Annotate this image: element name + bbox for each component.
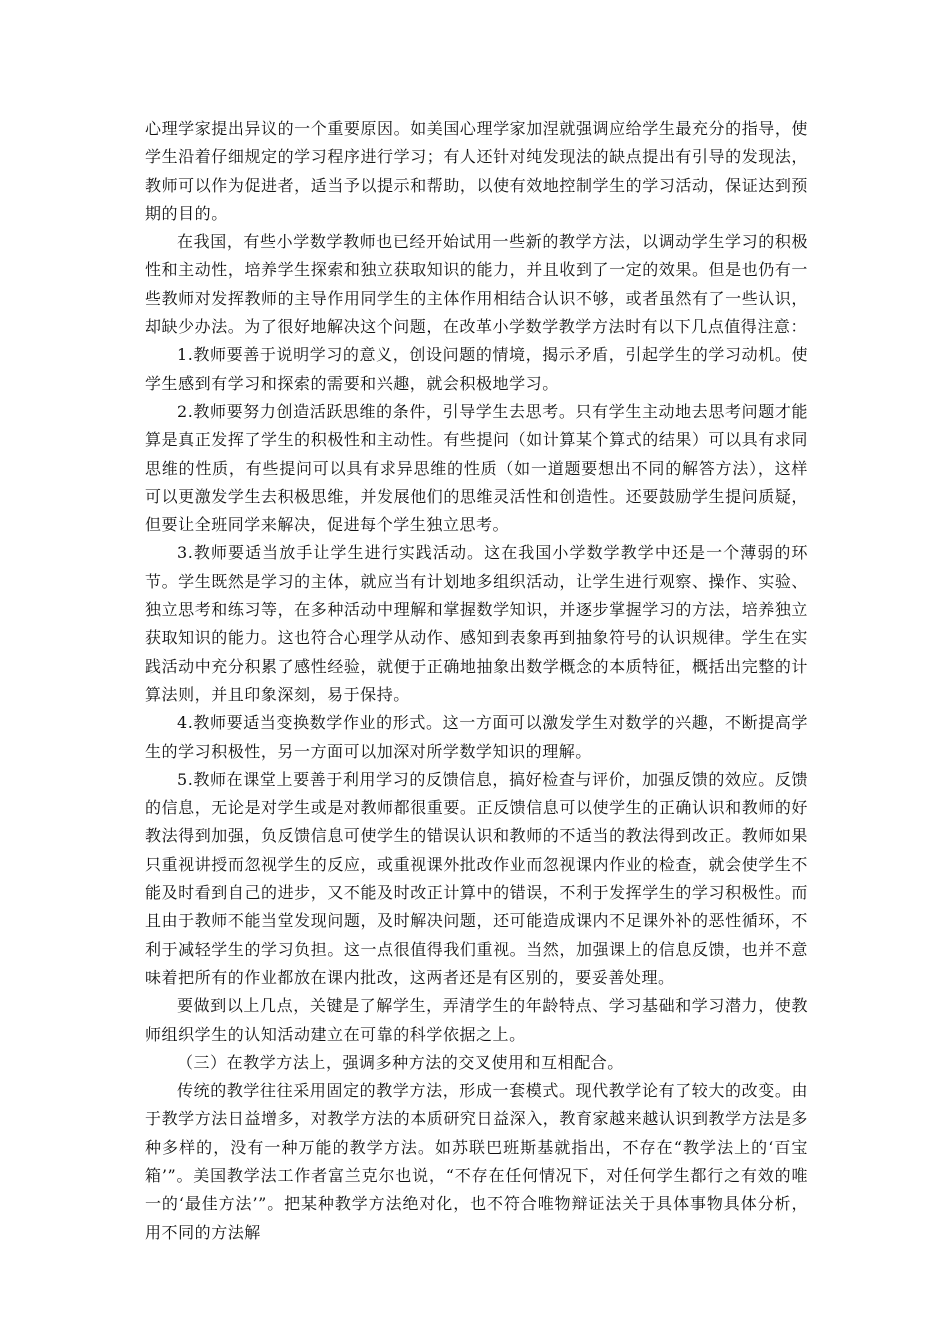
document-body [145,115,808,1247]
paragraph-point-1: 1.教师要善于说明学习的意义，创设问题的情境，揭示矛盾，引起学生的学习动机。使学生感到有学习和探索的需要和兴趣，就会积极地学习。 [145,345,808,393]
paragraph-point-5: 5.教师在课堂上要善于利用学习的反馈信息，搞好检查与评价，加强反馈的效应。反馈的信息，无论是对学生或是对教师都很重要。正反馈信息可以使学生的正确认识和教师的好教法得到加强，负反馈信息可使学生的错误认识和教师的不适当的教法得到改正。教师如果只重视讲授而忽视学生的反应，或重视课外批改作业而忽视课内作业的检查，就会使学生不能及时看到自己的进步，又不能及时改正计算中的错误，不利于发挥学生的学习积极性。而且由于教师不能当堂发现问题，及时解决问题，还可能造成课内不足课外补的恶性循环，不利于减轻学生的学习负担。这一点很值得我们重视。当然，加强课上的信息反馈，也并不意味着把所有的作业都放在课内批改，这两者还是有区别的，要妥善处理。 [145,769,808,987]
paragraph-point-2: 2.教师要努力创造活跃思维的条件，引导学生去思考。只有学生主动地去思考问题才能算是真正发挥了学生的积极性和主动性。有些提问（如计算某个算式的结果）可以具有求同思维的性质，有些提问可以具有求异思维的性质（如一道题要想出不同的解答方法），这样可以更激发学生去积极思维，并发展他们的思维灵活性和创造性。还要鼓励学生提问质疑，但要让全班同学来解决，促进每个学生独立思考。 [145,401,808,535]
paragraph-key-understanding: 要做到以上几点，关键是了解学生，弄清学生的年龄特点、学习基础和学习潜力，使教师组织学生的认知活动建立在可靠的科学依据之上。 [145,996,808,1044]
paragraph-traditional-methods: 传统的教学往往采用固定的教学方法，形成一套模式。现代教学论有了较大的改变。由于教学方法日益增多，对教学方法的本质研究日益深入，教育家越来越认识到教学方法是多种多样的，没有一种万能的教学方法。如苏联巴班斯基就指出，不存在“教学法上的‘百宝箱’”。美国教学法工作者富兰克尔也说，“不存在任何情况下，对任何学生都行之有效的唯一的‘最佳方法’”。把某种教学方法绝对化，也不符合唯物辩证法关于具体事物具体分析，用不同的方法解 [145,1081,808,1242]
section-heading-3: （三）在教学方法上，强调多种方法的交叉使用和互相配合。 [177,1052,624,1072]
paragraph-point-4: 4.教师要适当变换数学作业的形式。这一方面可以激发学生对数学的兴趣，不断提高学生的学习积极性，另一方面可以加深对所学数学知识的理解。 [145,713,808,761]
paragraph-china-teachers: 在我国，有些小学数学教师也已经开始试用一些新的教学方法，以调动学生学习的积极性和主动性，培养学生探索和独立获取知识的能力，并且收到了一定的效果。但是也仍有一些教师对发挥教师的主导作用同学生的主体作用相结合认识不够，或者虽然有了一些认识，却缺少办法。为了很好地解决这个问题，在改革小学数学教学方法时有以下几点值得注意： [145,232,808,337]
paragraph-point-3: 3.教师要适当放手让学生进行实践活动。这在我国小学数学教学中还是一个薄弱的环节。学生既然是学习的主体，就应当有计划地多组织活动，让学生进行观察、操作、实验、独立思考和练习等，在多种活动中理解和掌握数学知识，并逐步掌握学习的方法，培养独立获取知识的能力。这也符合心理学从动作、感知到表象再到抽象符号的认识规律。学生在实践活动中充分积累了感性经验，就便于正确地抽象出数学概念的本质特征，概括出完整的计算法则，并且印象深刻，易于保持。 [145,543,808,704]
paragraph-gagne-guidance: 心理学家提出异议的一个重要原因。如美国心理学家加涅就强调应给学生最充分的指导，使学生沿着仔细规定的学习程序进行学习；有人还针对纯发现法的缺点提出有引导的发现法，教师可以作为促进者，适当予以提示和帮助，以使有效地控制学生的学习活动，保证达到预期的目的。 [145,119,808,223]
